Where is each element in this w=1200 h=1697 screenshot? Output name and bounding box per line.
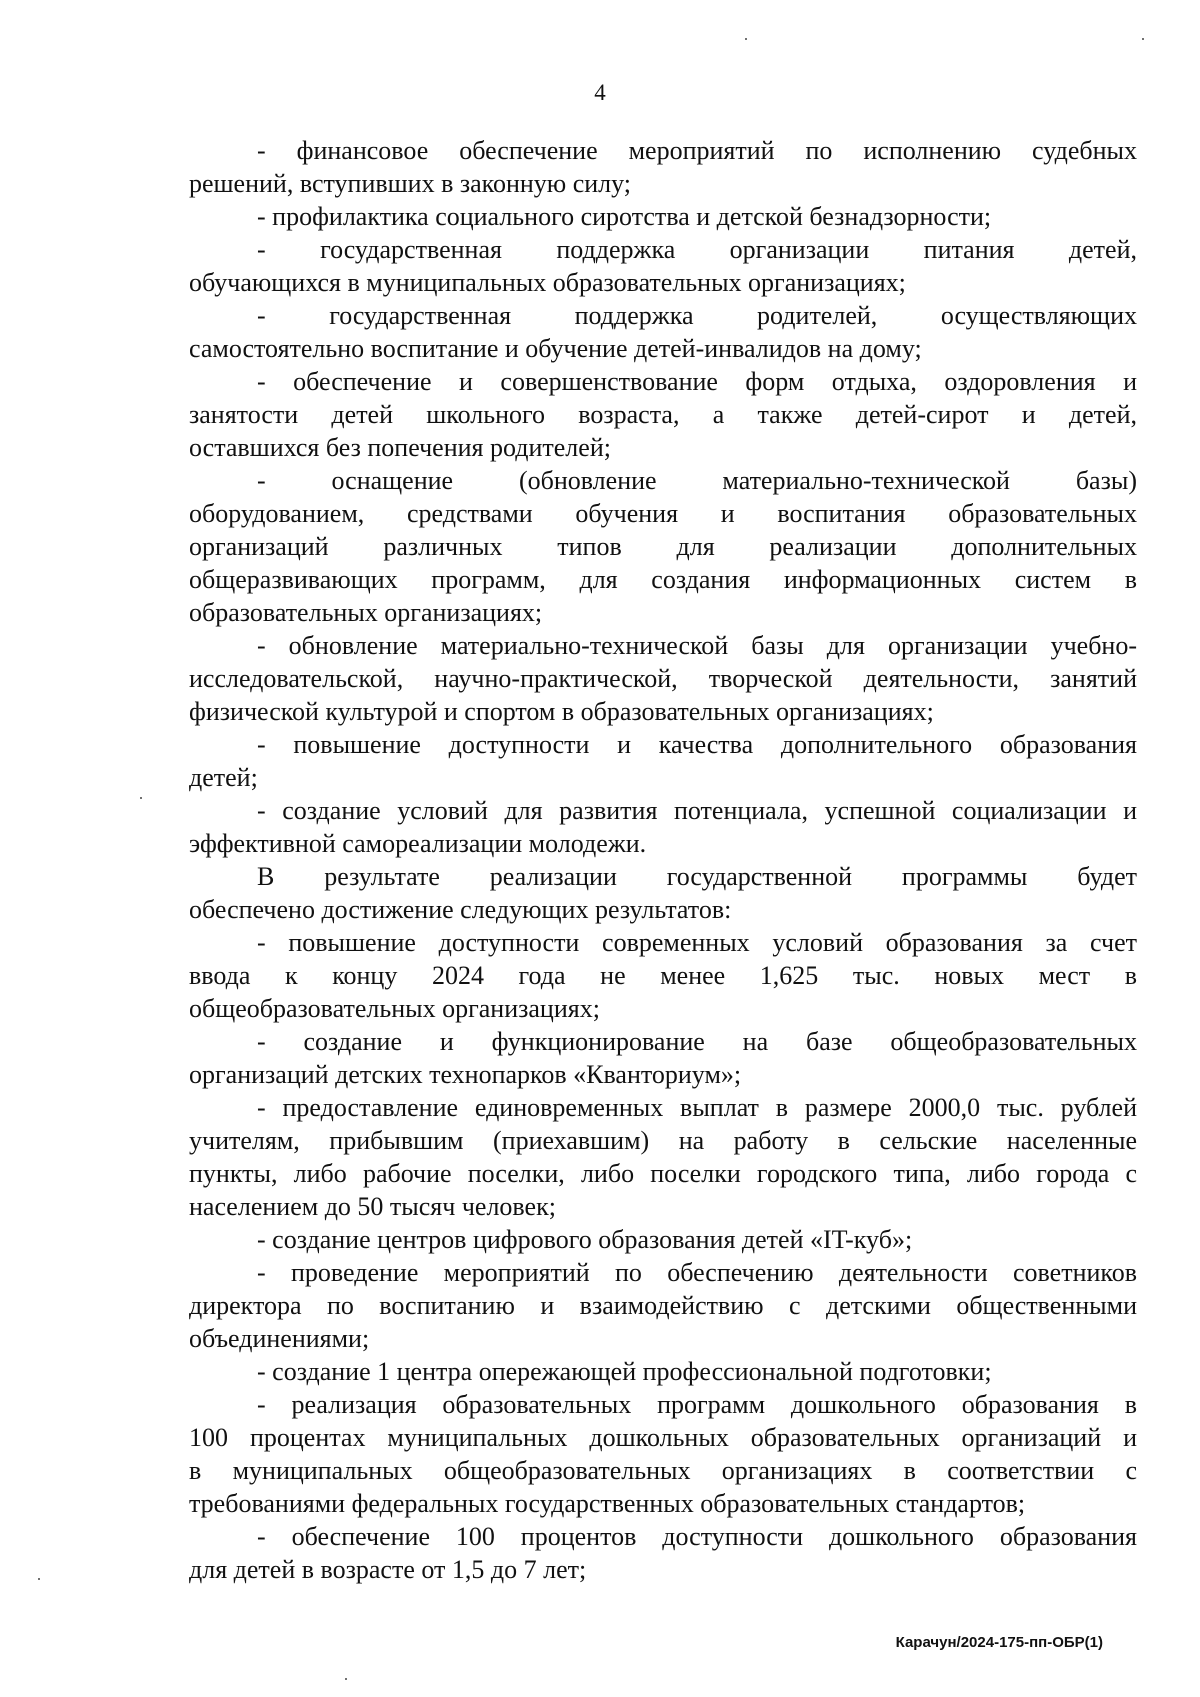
text-line: - профилактика социального сиротства и детской безнадзорности; — [257, 202, 992, 231]
text-line: в муниципальных общеобразовательных организациях в соответствии с — [189, 1456, 1137, 1485]
text-line: - обеспечение и совершенствование форм отдыха, оздоровления и — [257, 367, 1137, 396]
text-line: - оснащение (обновление материально-технической базы) — [257, 466, 1137, 495]
text-line: - создание центров цифрового образования детей «IT-куб»; — [257, 1225, 913, 1254]
text-line: требованиями федеральных государственных образовательных стандартов; — [189, 1489, 1026, 1518]
text-line: - обеспечение 100 процентов доступности дошкольного образования — [257, 1522, 1137, 1551]
text-line: - финансовое обеспечение мероприятий по исполнению судебных — [257, 136, 1137, 165]
scan-speck — [345, 1678, 347, 1680]
text-line: В результате реализации государственной программы будет — [257, 862, 1137, 891]
scan-speck — [745, 38, 747, 40]
text-line: - повышение доступности современных условий образования за счет — [257, 928, 1137, 957]
text-line: учителям, прибывшим (приехавшим) на работу в сельские населенные — [189, 1126, 1137, 1155]
text-line: занятости детей школьного возраста, а также детей-сирот и детей, — [189, 400, 1137, 429]
text-line: - повышение доступности и качества дополнительного образования — [257, 730, 1137, 759]
text-line: исследовательской, научно-практической, творческой деятельности, занятий — [189, 664, 1137, 693]
text-line: самостоятельно воспитание и обучение детей-инвалидов на дому; — [189, 334, 922, 363]
text-line: общеобразовательных организациях; — [189, 994, 600, 1023]
text-line: детей; — [189, 763, 258, 792]
text-line: обеспечено достижение следующих результатов: — [189, 895, 732, 924]
text-line: объединениями; — [189, 1324, 370, 1353]
text-line: - предоставление единовременных выплат в размере 2000,0 тыс. рублей — [257, 1093, 1137, 1122]
text-line: оборудованием, средствами обучения и воспитания образовательных — [189, 499, 1137, 528]
text-line: общеразвивающих программ, для создания информационных систем в — [189, 565, 1137, 594]
scan-speck — [1142, 38, 1144, 40]
text-line: директора по воспитанию и взаимодействию с детскими общественными — [189, 1291, 1137, 1320]
text-line: - создание 1 центра опережающей профессиональной подготовки; — [257, 1357, 992, 1386]
text-line: - создание и функционирование на базе общеобразовательных — [257, 1027, 1137, 1056]
text-line: пункты, либо рабочие поселки, либо поселки городского типа, либо города с — [189, 1159, 1137, 1188]
text-line: физической культурой и спортом в образовательных организациях; — [189, 697, 934, 726]
scan-speck — [140, 797, 142, 799]
text-line: - государственная поддержка родителей, осуществляющих — [257, 301, 1137, 330]
text-line: 100 процентах муниципальных дошкольных образовательных организаций и — [189, 1423, 1137, 1452]
text-line: населением до 50 тысяч человек; — [189, 1192, 556, 1221]
text-line: ввода к концу 2024 года не менее 1,625 тыс. новых мест в — [189, 961, 1137, 990]
text-line: - создание условий для развития потенциала, успешной социализации и — [257, 796, 1137, 825]
text-line: образовательных организациях; — [189, 598, 543, 627]
footer-document-code: Карачун/2024-175-пп-ОБР(1) — [895, 1634, 1103, 1651]
text-line: - обновление материально-технической базы для организации учебно- — [257, 631, 1137, 660]
text-line: оставшихся без попечения родителей; — [189, 433, 611, 462]
body-text — [189, 134, 1137, 1586]
text-line: эффективной самореализации молодежи. — [189, 829, 647, 858]
text-line: организаций различных типов для реализации дополнительных — [189, 532, 1137, 561]
page-number: 4 — [594, 80, 606, 105]
text-line: - реализация образовательных программ дошкольного образования в — [257, 1390, 1137, 1419]
scan-speck — [38, 1578, 40, 1580]
text-line: - проведение мероприятий по обеспечению деятельности советников — [257, 1258, 1137, 1287]
text-line: - государственная поддержка организации питания детей, — [257, 235, 1137, 264]
text-line: организаций детских технопарков «Кванториум»; — [189, 1060, 742, 1089]
text-line: решений, вступивших в законную силу; — [189, 169, 632, 198]
text-line: обучающихся в муниципальных образовательных организациях; — [189, 268, 906, 297]
text-line: для детей в возрасте от 1,5 до 7 лет; — [189, 1555, 587, 1584]
